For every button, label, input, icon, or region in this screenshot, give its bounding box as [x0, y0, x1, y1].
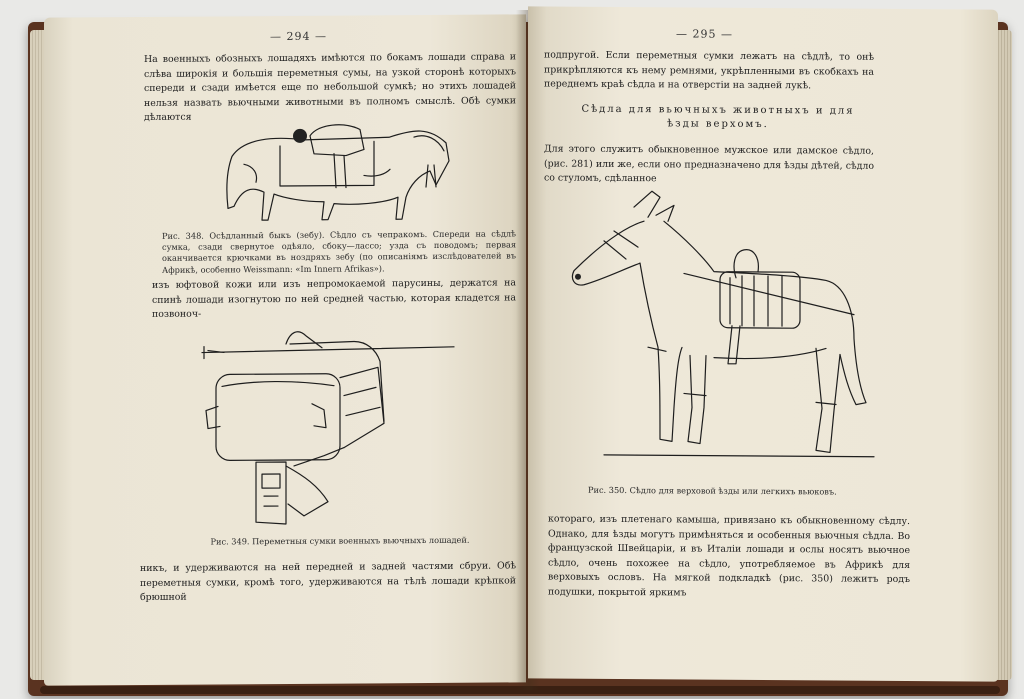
right-page-number: — 295 — [676, 27, 733, 41]
left-paragraph-2: изъ юфтовой кожи или изъ непромокаемой парусины, держатся на спинѣ лошади изогнутою по ней средней частью, которая кладется на позвоноч- [152, 277, 516, 321]
right-paragraph-3: котораго, изъ плетенаго камыша, привязано къ обыкновенному сѣдлу. Однако, для ѣзды могутъ примѣняться и особенныя вьючныя сѣдла. Во французской Швейцаріи, и въ Италіи лошади и ослы носятъ вьючное сѣдло, очень похожее на сѣдло, употребляемое въ Африкѣ для верховыхъ ословъ. На мягкой подкладкѣ (рис. 350) лежитъ родъ подушки, покрытой яркимъ [548, 513, 910, 599]
caption-figure-348: Рис. 348. Осѣдланный быкъ (зебу). Сѣдло съ чепракомъ. Спереди на сѣдлѣ сумка, сзади свернутое одѣяло, сбоку—лассо; узда съ поводомъ; первая оканчивается крючками въ ноздряхъ зебу (по описаніямъ изслѣдователей въ Африкѣ, особенно Weissmann: «Im Innern Afrikas»). [162, 228, 516, 275]
left-paragraph-3: никъ, и удерживаются на ней передней и задней частями сбруи. Обѣ переметныя сумки, кромѣ того, удерживаются на тѣлѣ лошади крѣпкой брюшной [140, 560, 516, 604]
right-paragraph-1: подпругой. Если переметныя сумки лежатъ на сѣдлѣ, то онѣ прикрѣпляются къ нему ремнями, укрѣпленными въ скобкахъ на переднемъ краѣ сѣдла и на отверстіи на задней лукѣ. [544, 49, 874, 92]
figure-349-saddlebags-illustration [194, 315, 464, 529]
right-paragraph-2: Для этого служитъ обыкновенное мужское или дамское сѣдло, (рис. 281) или же, если оно предназначено для ѣзды дѣтей, сѣдло со стуломъ, сдѣланное [544, 143, 874, 185]
left-paragraph-1: На военныхъ обозныхъ лошадяхъ имѣются по бокамъ лошади справа и слѣва широкія и большія переметныя сумы, на узкой сторонѣ которыхъ спереди и сзади имѣется еще по небольшой сумкѣ; но этихъ лошадей нельзя назвать вьючными животными въ полномъ смыслѣ. Обѣ сумки дѣлаются [144, 51, 516, 124]
left-page-number: — 294 — [270, 29, 327, 44]
left-page [44, 14, 526, 685]
caption-figure-349: Рис. 349. Переметныя сумки военныхъ вьючныхъ лошадей. [210, 534, 470, 547]
caption-figure-350: Рис. 350. Сѣдло для верховой ѣзды или легкихъ вьюковъ. [588, 484, 837, 497]
section-heading-saddles: Сѣдла для вьючныхъ животныхъ и для ѣзды верхомъ. [581, 103, 855, 131]
figure-350-donkey-saddle-illustration [564, 187, 884, 469]
figure-348-zebu-illustration [214, 115, 454, 227]
right-page [528, 6, 998, 681]
